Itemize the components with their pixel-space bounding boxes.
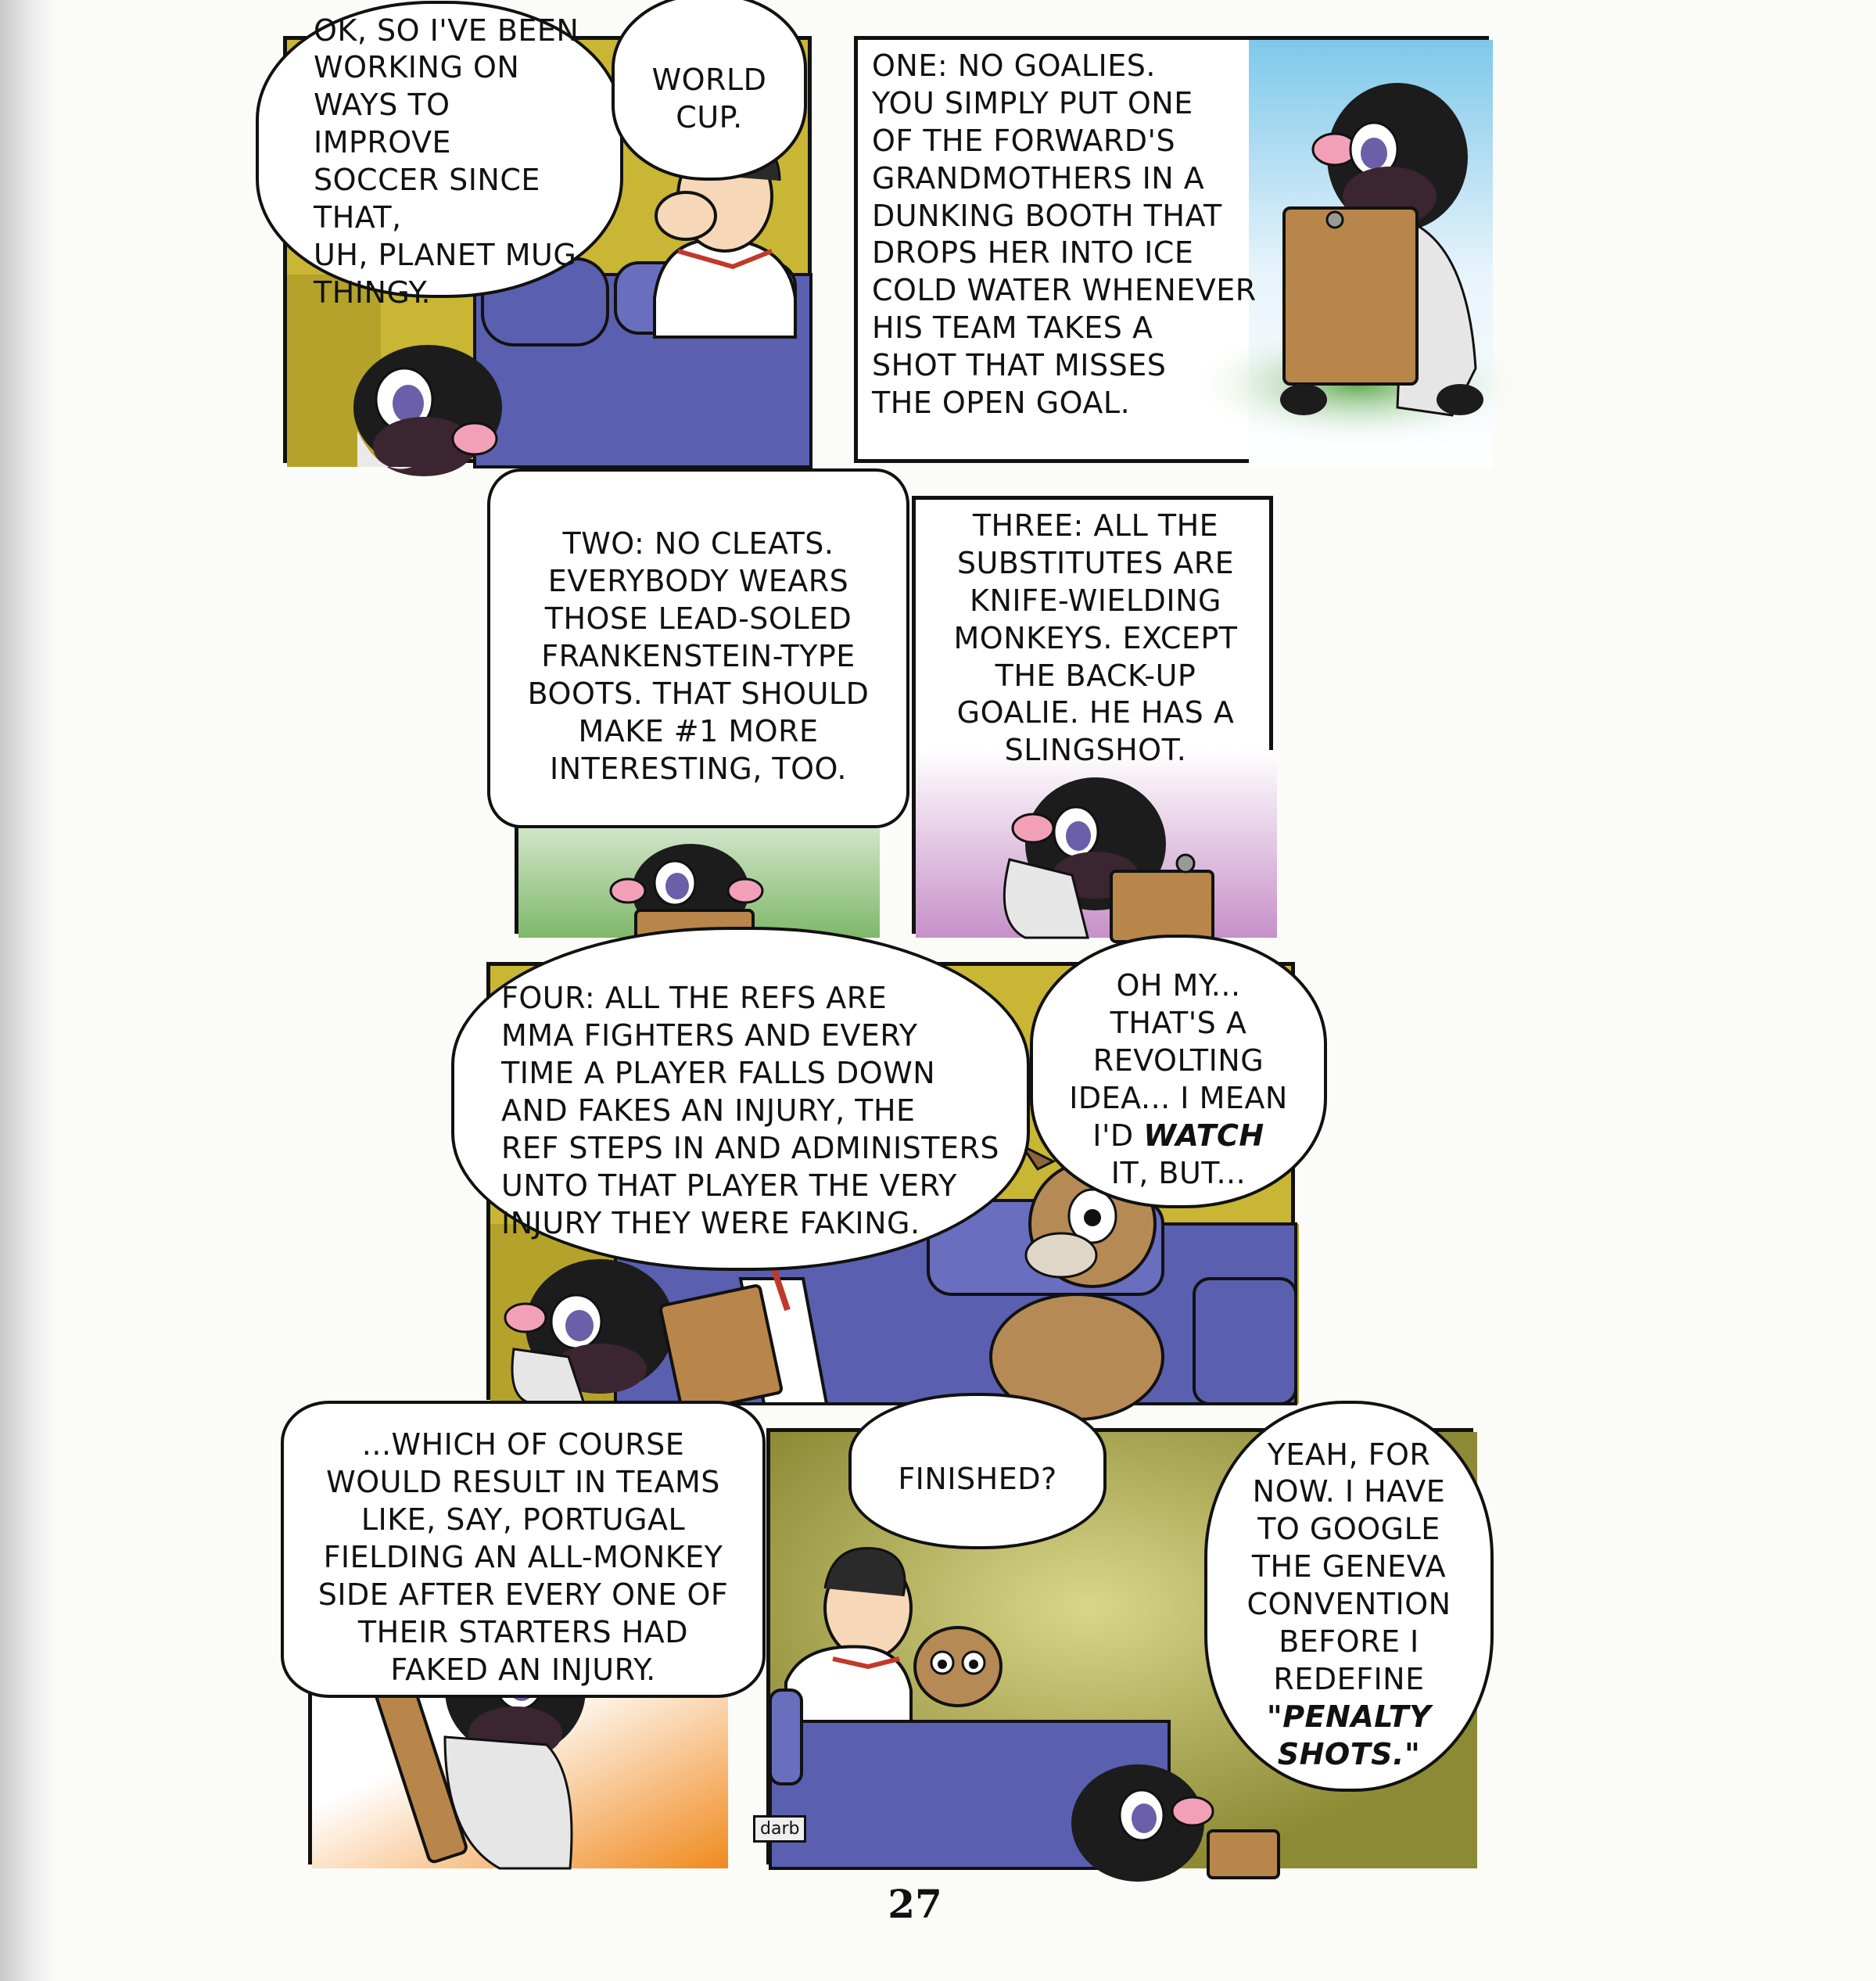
speech-bubble-1b xyxy=(612,0,807,181)
speech-text-end: IT, BUT... xyxy=(1110,1155,1246,1190)
speech-bubble-7a xyxy=(848,1393,1107,1549)
speech-text: OH MY... THAT'S A REVOLTING IDEA... I MEAN I'D WATCH xyxy=(1069,968,1288,1153)
caption-text: THREE: ALL THE SUBSTITUTES ARE KNIFE-WIELDING MONKEYS. EXCEPT THE BACK-UP GOALIE. HE HAS A SLINGSHOT. xyxy=(953,508,1238,768)
speech-text: FINISHED? xyxy=(898,1462,1057,1497)
speech-bubble-5a xyxy=(451,927,1030,1271)
page-number: 27 xyxy=(888,1881,942,1927)
speech-text: WORLD CUP. xyxy=(651,63,767,135)
speech-bubble-7b xyxy=(1204,1401,1494,1792)
speech-text: YEAH, FOR NOW. I HAVE TO GOOGLE THE GENEVA CONVENTION BEFORE I REDEFINE xyxy=(1246,1437,1451,1696)
comic-panel-6 xyxy=(308,1427,729,1864)
caption-text: ONE: NO GOALIES. YOU SIMPLY PUT ONE OF THE FORWARD'S GRANDMOTHERS IN A DUNKING BOOTH THAT DROPS HER INTO ICE COLD WATER WHENEVER HIS TEAM TAKES A SHOT THAT MISSES THE OPEN GOAL. xyxy=(872,48,1257,420)
caption-box-4 xyxy=(924,508,1268,770)
comic-panel-5 xyxy=(486,962,1295,1400)
comic-panel-2 xyxy=(854,36,1489,463)
comic-panel-4 xyxy=(912,496,1273,934)
speech-bubble-1a xyxy=(256,1,623,310)
comic-panel-3 xyxy=(515,496,876,934)
artist-signature: darb xyxy=(753,1815,806,1843)
comic-panel-1 xyxy=(283,13,812,463)
caption-text: ...WHICH OF COURSE WOULD RESULT IN TEAMS LIKE, SAY, PORTUGAL FIELDING AN ALL-MONKEY SIDE AFTER EVERY ONE OF THEIR STARTERS HAD FAKED AN INJURY. xyxy=(317,1427,729,1687)
caption-bubble-6 xyxy=(281,1401,766,1698)
speech-text-emphasis: "PENALTY SHOTS." xyxy=(1266,1699,1432,1771)
caption-bubble-3 xyxy=(487,468,909,828)
speech-text: FOUR: ALL THE REFS ARE MMA FIGHTERS AND EVERY TIME A PLAYER FALLS DOWN AND FAKES AN INJURY, THE REF STEPS IN AND ADMINISTERS UNTO THAT PLAYER THE VERY INJURY THEY WERE FAKING. xyxy=(501,981,1000,1240)
page-binding-shadow xyxy=(0,0,55,1981)
speech-text: OK, SO I'VE BEEN WORKING ON WAYS TO IMPROVE SOCCER SINCE THAT, UH, PLANET MUG THINGY. xyxy=(314,13,579,310)
caption-text: TWO: NO CLEATS. EVERYBODY WEARS THOSE LEAD-SOLED FRANKENSTEIN-TYPE BOOTS. THAT SHOULD MAKE #1 MORE INTERESTING, TOO. xyxy=(527,526,870,786)
emphasis-watch: WATCH xyxy=(1143,1118,1264,1153)
speech-bubble-5b xyxy=(1030,935,1327,1208)
comic-panel-7 xyxy=(760,1428,1473,1864)
caption-box-2 xyxy=(872,48,1279,422)
